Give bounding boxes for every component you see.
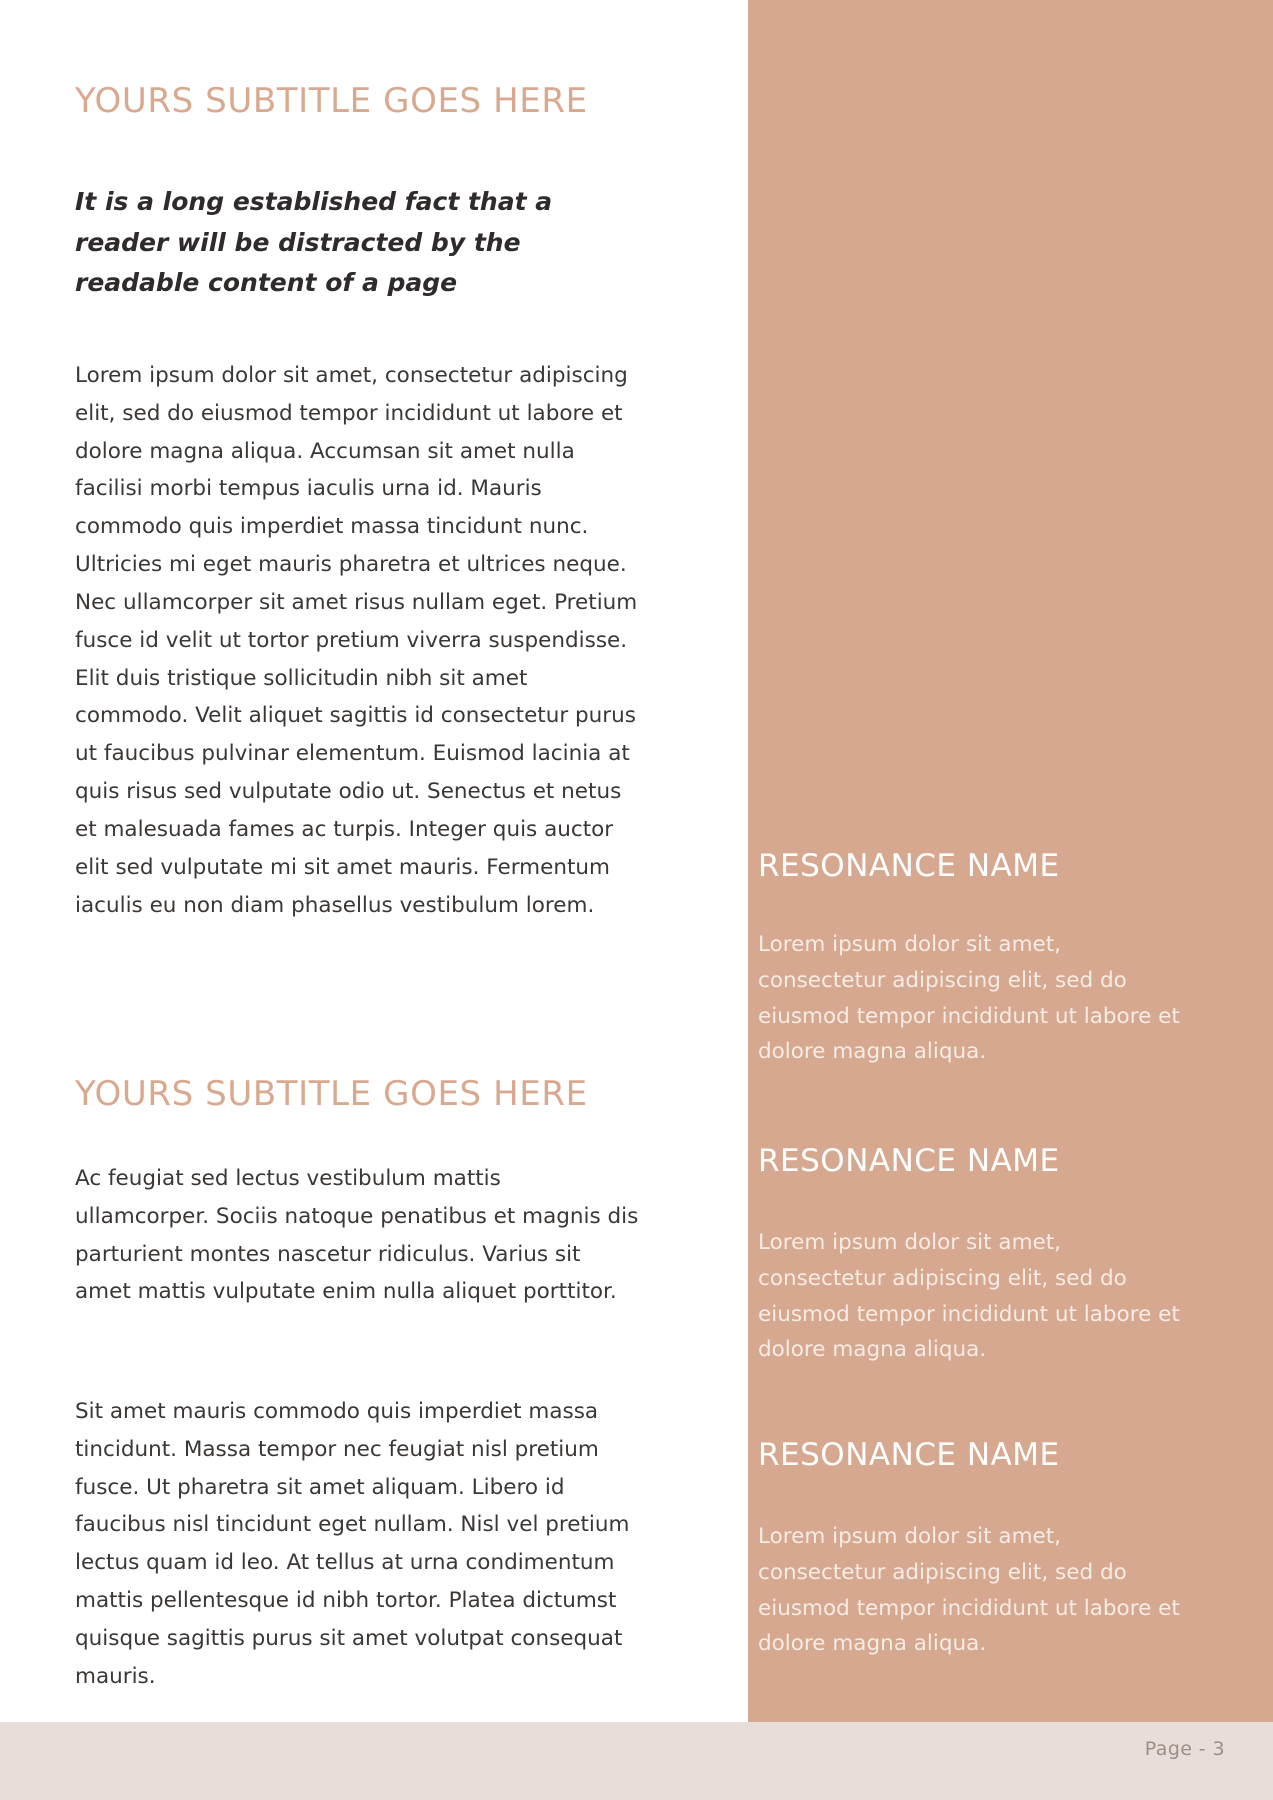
body-paragraph-second: Ac feugiat sed lectus vestibulum mattis ullamcorper. Sociis natoque penatibus et magnis dis parturient montes nascetur ridiculus. Varius sit amet mattis vulputate enim nulla aliquet porttitor. [75, 1166, 639, 1305]
body-paragraph-third: Sit amet mauris commodo quis imperdiet massa tincidunt. Massa tempor nec feugiat nisl pretium fusce. Ut pharetra sit amet aliquam. Libero id faucibus nisl tincidunt eget nullam. Nisl vel pretium lectus quam id leo. At tellus at urna condimentum mattis pellentesque id nibh tortor. Platea dictumst quisque sagittis purus sit amet volutpat consequat mauris. [75, 1399, 630, 1689]
resonance-title: RESONANCE NAME [758, 1143, 1060, 1179]
resonance-body: Lorem ipsum dolor sit amet, consectetur adipiscing elit, sed do eiusmod tempor incididunt ut labore et dolore magna aliqua. [758, 932, 1180, 1065]
resonance-block [758, 848, 1198, 1070]
resonance-block [758, 1143, 1198, 1368]
footer-band [0, 1722, 1273, 1800]
resonance-title: RESONANCE NAME [758, 848, 1060, 884]
resonance-body: Lorem ipsum dolor sit amet, consectetur adipiscing elit, sed do eiusmod tempor incididunt ut labore et dolore magna aliqua. [758, 1230, 1180, 1363]
section-subtitle-first: YOURS SUBTITLE GOES HERE [75, 81, 588, 121]
resonance-body: Lorem ipsum dolor sit amet, consectetur adipiscing elit, sed do eiusmod tempor incididunt ut labore et dolore magna aliqua. [758, 1524, 1180, 1657]
resonance-block [758, 1437, 1198, 1662]
section-subtitle-second: YOURS SUBTITLE GOES HERE [75, 1074, 588, 1114]
resonance-title: RESONANCE NAME [758, 1437, 1060, 1473]
page-number-label: Page - 3 [1144, 1738, 1225, 1760]
lead-paragraph: It is a long established fact that a reader will be distracted by the readable content of a page [75, 187, 553, 297]
body-paragraph-first: Lorem ipsum dolor sit amet, consectetur adipiscing elit, sed do eiusmod tempor incididunt ut labore et dolore magna aliqua. Accumsan sit amet nulla facilisi morbi tempus iaculis urna id. Mauris commodo quis imperdiet massa tincidunt nunc. Ultricies mi eget mauris pharetra et ultrices neque. Nec ullamcorper sit amet risus nullam eget. Pretium fusce id velit ut tortor pretium viverra suspendisse. Elit duis tristique sollicitudin nibh sit amet commodo. Velit aliquet sagittis id consectetur purus ut faucibus pulvinar elementum. Euismod lacinia at quis risus sed vulputate odio ut. Senectus et netus et malesuada fames ac turpis. Integer quis auctor elit sed vulputate mi sit amet mauris. Fermentum iaculis eu non diam phasellus vestibulum lorem. [75, 363, 638, 918]
